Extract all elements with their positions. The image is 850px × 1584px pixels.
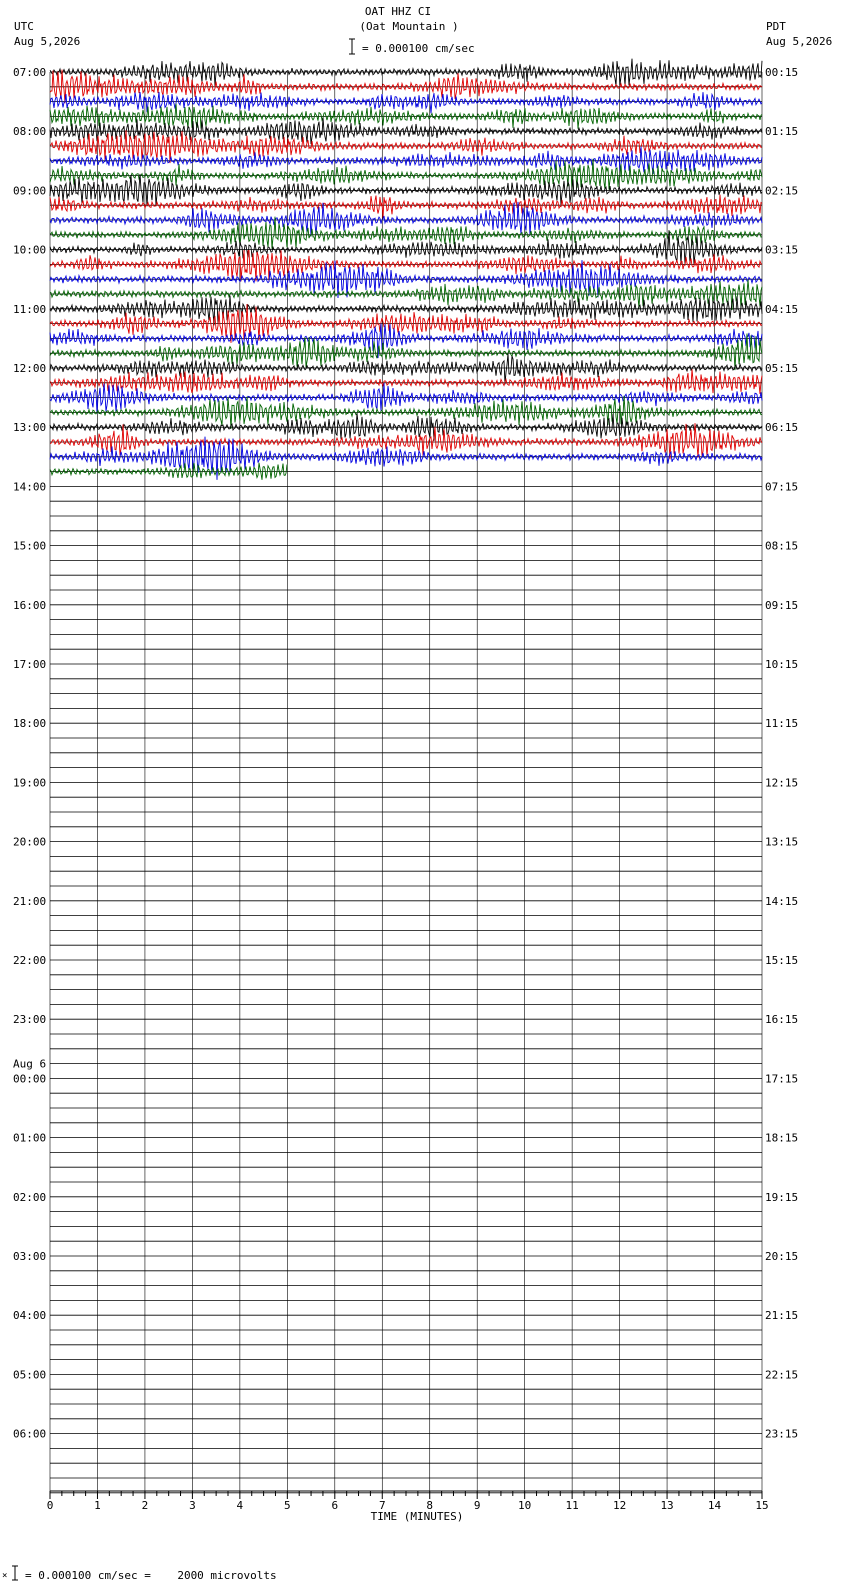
pdt-hour-label: 00:15 — [765, 66, 799, 79]
utc-hour-label: 22:00 — [13, 954, 47, 967]
left-date: Aug 5,2026 — [14, 35, 81, 48]
pdt-hour-label: 21:15 — [765, 1309, 799, 1323]
pdt-hour-label: 09:15 — [765, 598, 799, 612]
footer-mark: × — [2, 1571, 8, 1581]
utc-hour-label: 15:00 — [13, 539, 47, 553]
axis-tick-label: 11 — [565, 1499, 579, 1512]
utc-date-label: Aug 6 — [13, 1057, 47, 1071]
left-timezone: UTC — [14, 20, 34, 33]
utc-hour-label: 21:00 — [13, 894, 47, 908]
pdt-hour-label: 20:15 — [765, 1250, 799, 1263]
utc-hour-label: 13:00 — [13, 421, 47, 435]
utc-hour-label: 08:00 — [13, 125, 47, 139]
pdt-hour-label: 17:15 — [765, 1072, 799, 1086]
pdt-hour-label: 07:15 — [765, 480, 799, 494]
right-timezone: PDT — [766, 20, 786, 33]
pdt-hour-label: 19:15 — [765, 1190, 799, 1204]
utc-hour-label: 00:00 — [13, 1072, 47, 1086]
pdt-hour-label: 14:15 — [765, 894, 799, 908]
pdt-hour-label: 18:15 — [765, 1131, 799, 1145]
station-location: (Oat Mountain ) — [359, 20, 459, 33]
axis-tick-label: 1 — [94, 1499, 101, 1512]
utc-hour-label: 05:00 — [13, 1368, 47, 1382]
utc-hour-label: 02:00 — [13, 1190, 47, 1204]
time-axis — [47, 1491, 769, 1512]
pdt-hour-label: 02:15 — [765, 184, 799, 198]
axis-tick-label: 14 — [707, 1499, 722, 1512]
utc-hour-label: 17:00 — [13, 658, 47, 671]
pdt-hour-label: 10:15 — [765, 658, 799, 671]
utc-hour-label: 12:00 — [13, 362, 47, 375]
pdt-hour-label: 03:15 — [765, 243, 799, 257]
axis-tick-label: 10 — [518, 1499, 532, 1512]
utc-hour-label: 06:00 — [13, 1427, 47, 1441]
pdt-hour-label: 23:15 — [765, 1427, 799, 1441]
axis-tick-label: 0 — [46, 1499, 54, 1512]
utc-hour-label: 01:00 — [13, 1131, 47, 1145]
trace-row — [50, 334, 762, 371]
axis-tick-label: 13 — [660, 1499, 674, 1512]
pdt-hour-label: 04:15 — [765, 302, 799, 316]
utc-hour-label: 07:00 — [13, 66, 47, 79]
scale-label: = 0.000100 cm/sec — [362, 42, 475, 55]
pdt-hour-label: 01:15 — [765, 125, 799, 139]
utc-hour-label: 09:00 — [13, 184, 47, 198]
trace-row — [50, 147, 762, 174]
axis-tick-label: 12 — [612, 1499, 627, 1512]
utc-hour-label: 04:00 — [13, 1309, 47, 1323]
pdt-hour-label: 12:15 — [765, 776, 799, 790]
utc-hour-label: 20:00 — [13, 835, 47, 849]
utc-hour-label: 16:00 — [13, 598, 47, 612]
time-labels — [13, 66, 798, 1441]
pdt-hour-label: 05:15 — [765, 362, 799, 375]
utc-hour-label: 11:00 — [13, 302, 47, 316]
pdt-hour-label: 08:15 — [765, 539, 799, 553]
trace-row — [50, 202, 762, 237]
header — [14, 5, 832, 55]
axis-tick-label: 15 — [755, 1499, 769, 1512]
axis-tick-label: 6 — [331, 1499, 339, 1512]
axis-tick-label: 9 — [473, 1499, 481, 1512]
pdt-hour-label: 06:15 — [765, 421, 799, 435]
utc-hour-label: 18:00 — [13, 717, 47, 731]
right-date: Aug 5,2026 — [766, 35, 833, 48]
pdt-hour-label: 22:15 — [765, 1368, 799, 1382]
pdt-hour-label: 15:15 — [765, 954, 799, 967]
axis-tick-label: 7 — [378, 1499, 386, 1512]
footer — [2, 1510, 463, 1582]
seismic-traces — [50, 59, 762, 480]
axis-tick-label: 4 — [236, 1499, 244, 1512]
utc-hour-label: 19:00 — [13, 776, 47, 790]
pdt-hour-label: 13:15 — [765, 835, 799, 849]
station-title: OAT HHZ CI — [364, 5, 432, 18]
axis-title: TIME (MINUTES) — [370, 1510, 464, 1523]
footer-scale-note: = 0.000100 cm/sec = 2000 microvolts — [25, 1569, 277, 1582]
axis-tick-label: 5 — [284, 1499, 291, 1512]
pdt-hour-label: 16:15 — [765, 1013, 799, 1027]
trace-row — [50, 383, 762, 413]
utc-hour-label: 10:00 — [13, 243, 47, 257]
utc-hour-label: 14:00 — [13, 480, 47, 494]
axis-tick-label: 2 — [141, 1499, 149, 1512]
trace-row — [50, 280, 762, 310]
axis-tick-label: 8 — [426, 1499, 434, 1512]
pdt-hour-label: 11:15 — [765, 717, 799, 731]
utc-hour-label: 23:00 — [13, 1013, 47, 1027]
axis-tick-label: 3 — [189, 1499, 196, 1512]
utc-hour-label: 03:00 — [13, 1250, 47, 1263]
